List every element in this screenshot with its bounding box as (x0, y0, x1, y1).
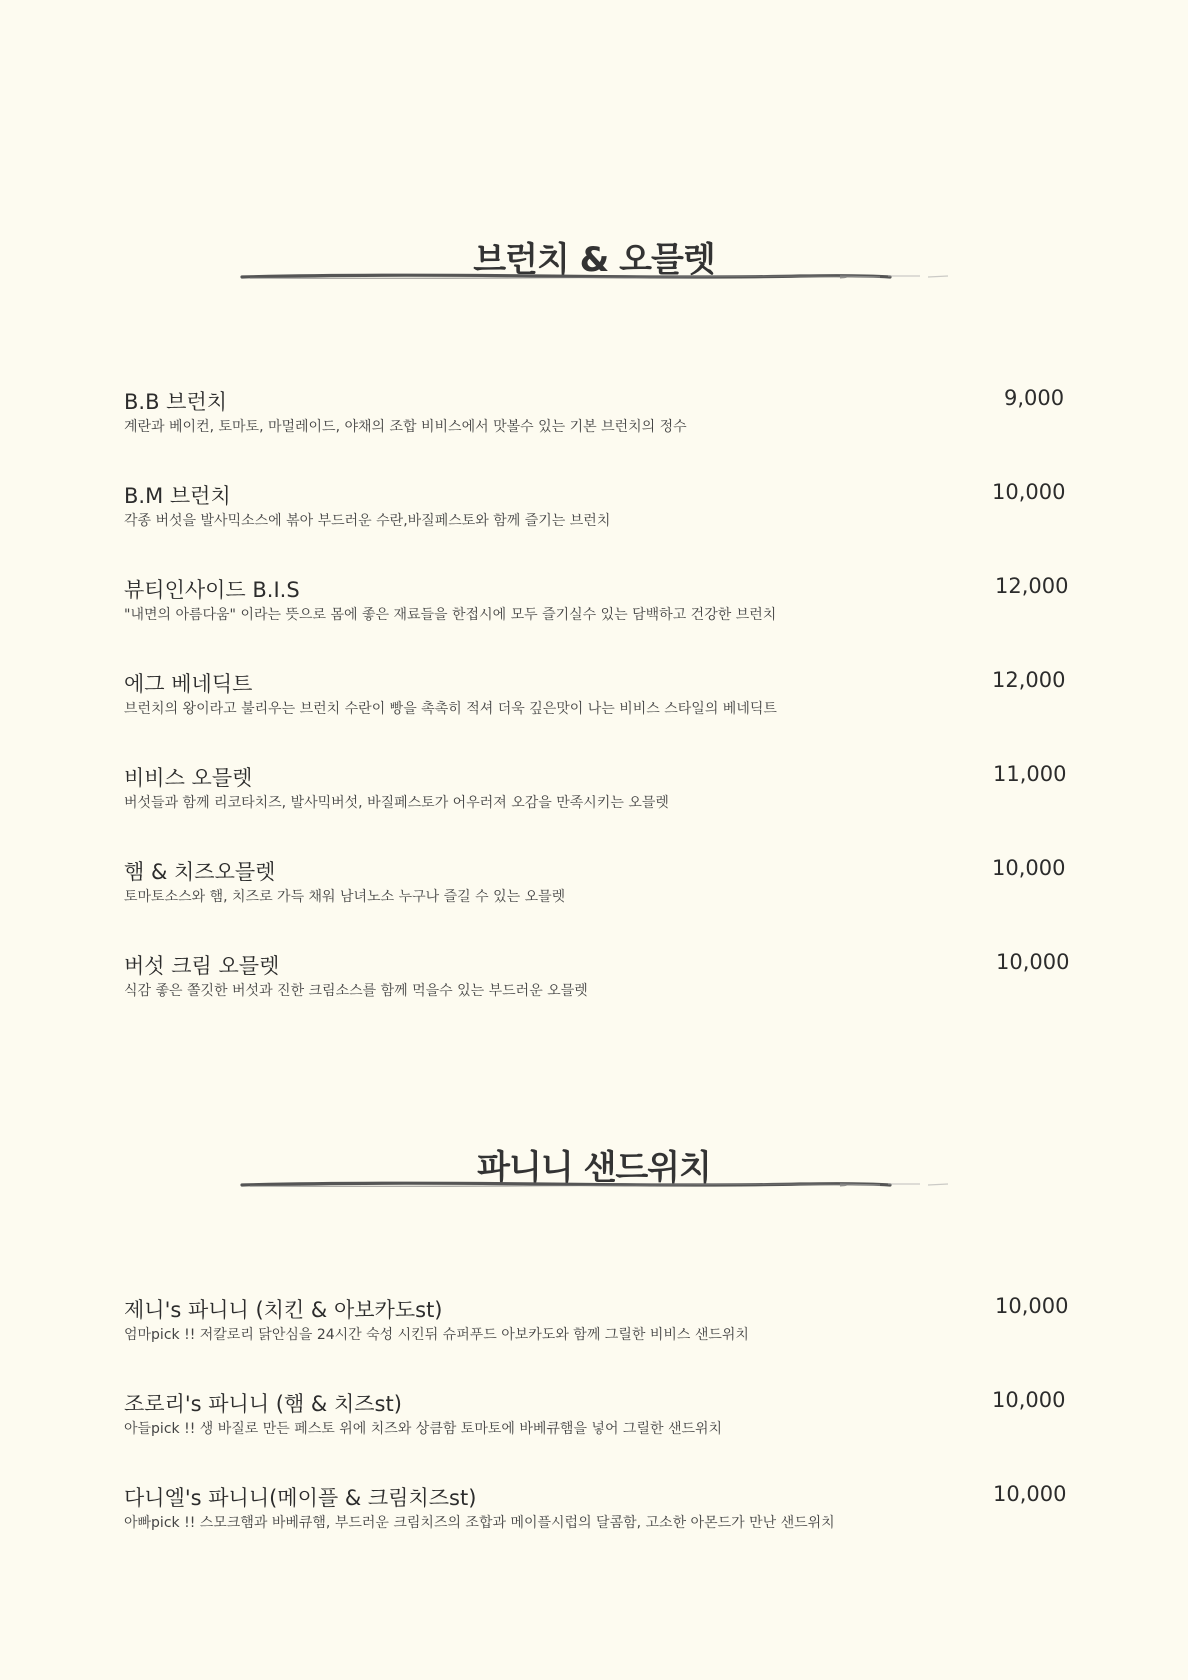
item-description: 계란과 베이컨, 토마토, 마멀레이드, 야채의 조합 비비스에서 맛볼수 있는 기본 브런치의 정수 (124, 419, 687, 435)
item-price: 10,000 (992, 1388, 1066, 1412)
item-description: 아빠pick !! 스모크햄과 바베큐햄, 부드러운 크림치즈의 조합과 메이플시럽의 달콤함, 고소한 아몬드가 만난 샌드위치 (124, 1515, 835, 1531)
section-title-brunch: 브런치 & 오믈렛 (473, 240, 715, 280)
menu-item (124, 386, 1068, 446)
menu-item (124, 856, 1068, 916)
item-price: 10,000 (992, 480, 1066, 504)
menu-item (124, 762, 1068, 822)
item-name: 뷰티인사이드 B.I.S (124, 578, 300, 602)
item-name: 제니's 파니니 (치킨 & 아보카도st) (124, 1298, 443, 1322)
item-description: "내면의 아름다움" 이라는 뜻으로 몸에 좋은 재료들을 한접시에 모두 즐기실수 있는 담백하고 건강한 브런치 (124, 607, 777, 623)
menu-item (124, 950, 1068, 1010)
item-name: 다니엘's 파니니(메이플 & 크림치즈st) (124, 1486, 477, 1510)
brush-divider (240, 1180, 952, 1190)
item-description: 식감 좋은 쫄깃한 버섯과 진한 크림소스를 함께 먹을수 있는 부드러운 오믈렛 (124, 983, 588, 999)
item-price: 12,000 (992, 668, 1066, 692)
item-name: 버섯 크림 오믈렛 (124, 954, 280, 978)
brush-divider (240, 272, 952, 282)
menu-item (124, 480, 1068, 540)
item-description: 브런치의 왕이라고 불리우는 브런치 수란이 빵을 촉촉히 적셔 더욱 깊은맛이 나는 비비스 스타일의 베네딕트 (124, 701, 777, 717)
item-description: 아들pick !! 생 바질로 만든 페스토 위에 치즈와 상큼함 토마토에 바베큐햄을 넣어 그릴한 샌드위치 (124, 1421, 723, 1437)
item-price: 10,000 (993, 1482, 1067, 1506)
item-name: B.M 브런치 (124, 484, 231, 508)
item-price: 10,000 (992, 856, 1066, 880)
item-price: 9,000 (1004, 386, 1065, 410)
menu-item (124, 1388, 1068, 1448)
menu-item (124, 1482, 1068, 1542)
item-price: 12,000 (995, 574, 1069, 598)
item-name: B.B 브런치 (124, 390, 228, 414)
menu-item (124, 668, 1068, 728)
item-description: 버섯들과 함께 리코타치즈, 발사믹버섯, 바질페스토가 어우러져 오감을 만족시키는 오믈렛 (124, 795, 669, 811)
item-price: 10,000 (996, 950, 1070, 974)
item-price: 10,000 (995, 1294, 1069, 1318)
item-description: 엄마pick !! 저칼로리 닭안심을 24시간 숙성 시킨뒤 슈퍼푸드 아보카도와 함께 그릴한 비비스 샌드위치 (124, 1327, 749, 1343)
item-name: 비비스 오믈렛 (124, 766, 253, 790)
item-name: 햄 & 치즈오믈렛 (124, 860, 276, 884)
item-description: 토마토소스와 햄, 치즈로 가득 채워 남녀노소 누구나 즐길 수 있는 오믈렛 (124, 889, 566, 905)
menu-item (124, 1294, 1068, 1354)
item-price: 11,000 (993, 762, 1067, 786)
item-name: 조로리's 파니니 (햄 & 치즈st) (124, 1392, 402, 1416)
section-title-panini: 파니니 샌드위치 (477, 1148, 711, 1188)
menu-item (124, 574, 1068, 634)
item-description: 각종 버섯을 발사믹소스에 볶아 부드러운 수란,바질페스토와 함께 즐기는 브런치 (124, 513, 611, 529)
item-name: 에그 베네딕트 (124, 672, 253, 696)
